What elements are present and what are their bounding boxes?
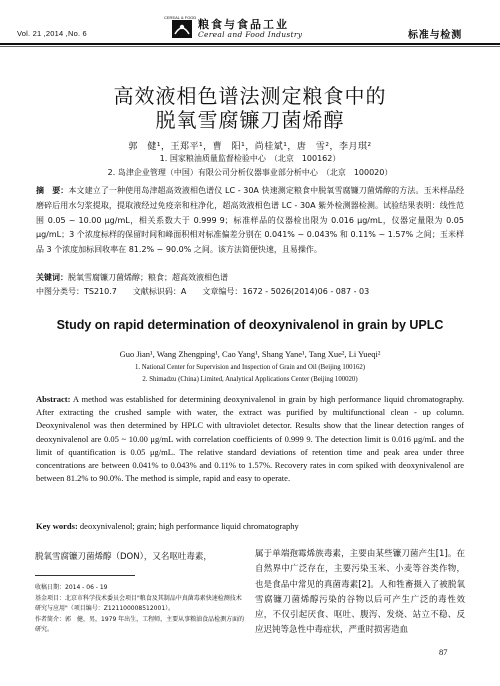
authors-cn: 郭 健¹，王郑平¹，曹 阳¹，尚桂斌¹，唐 雪²，李月琪² — [128, 142, 372, 152]
abstract-cn-label: 摘 要： — [36, 186, 69, 195]
document-code: 文献标识码：A — [132, 287, 187, 296]
journal-title-cn: 粮食与食品工业 — [198, 18, 289, 31]
article-title-line1: 高效液相色谱法测定粮食中的 — [113, 84, 387, 108]
volume-info: Vol. 21 ,2014 ,No. 6 — [17, 29, 87, 38]
journal-title-en: Cereal and Food Industry — [198, 30, 303, 39]
body-left-column: 脱氧雪腐镰刀菌烯醇（DON），又名呕吐毒素， — [35, 552, 212, 562]
journal-logo-icon — [172, 20, 192, 38]
page-number: 87 — [439, 647, 448, 657]
affiliation-cn-1: 1. 国家粮油质量监督检验中心 （北京 100162） — [159, 154, 341, 163]
abstract-en — [36, 393, 464, 485]
abstract-cn-text: 本文建立了一种使用岛津超高效液相色谱仪 LC - 30A 快速测定粮食中脱氧雪腐镰刀菌烯醇的方法。玉米样品经磨碎后用水匀浆提取，提取液经过免疫亲和柱净化，超高效液相色谱 LC - 30A 紫外检测器检测。试验结果表明：线性范围 0.05 ~ 10.00 μg/mL，相关系数大于 0.999 9；标准样品的仪器检出限为 0.016 μg/mL，仪器定量限为 0.05 μg/mL；3 个浓度标样的保留时间和峰面积相对标准偏差分别在 0.041% ~ 0.043% 和 0.11% ~ 1.57% 之间；玉米样品 3 个浓度加标回收率在 81.2% ~ 90.0% 之间。该方法简便快速，且易操作。 — [36, 186, 465, 255]
footnote-funding: 基金项目：北京市科学技术委员会项目"粮食及其制品中真菌毒素快速检测技术研究与应用"（项目编号：Z121100008512001）。 — [35, 594, 242, 612]
keywords-cn-text: 脱氧雪腐镰刀菌烯醇；粮食；超高效液相色谱 — [68, 273, 228, 282]
article-meta — [36, 286, 464, 297]
logo-caption: CEREAL & FOOD — [164, 15, 197, 20]
footnote-rule — [35, 575, 135, 576]
abstract-en-text: A method was established for determining deoxynivalenol in grain by high performance liquid chromatography. After extracting the crushed sample with water, the extract was purified by multifunctional clean - up column. Deoxynivalenol was then determined by HPLC with ultraviolet detector. Results show that the linear detection ranges of deoxynivalenol are 0.05 ~ 10.00 μg/mL with correlation coefficients of 0.999 9. The detection limit is 0.016 μg/mL and the limit of quantification is 0.05 μg/mL. The relative standard deviations of retention time and peak area under three concentrations are between 0.041% to 0.043% and 0.11% to 1.57%. Recovery rates in corn spiked with deoxynivalenol are between 81.2% to 90.0%. The method is simple, rapid and easy to operate. — [36, 394, 465, 484]
keywords-cn — [36, 272, 228, 283]
keywords-en-text: deoxynivalenol; grain; high performance liquid chromatography — [79, 521, 299, 531]
clc-number: 中图分类号：TS210.7 — [36, 287, 117, 296]
keywords-cn-label: 关键词： — [36, 273, 68, 282]
footnote-received: 收稿日期：2014 - 06 - 19 — [35, 584, 108, 591]
affiliation-en-2: 2. Shimadzu (China) Limited, Analytical Applications Center (Beijing 100020) — [142, 376, 358, 383]
affiliation-en-1: 1. National Center for Supervision and Inspection of Grain and Oil (Beijing 100162) — [134, 364, 366, 371]
abstract-cn — [36, 184, 464, 258]
abstract-en-label: Abstract: — [36, 394, 71, 404]
section-label: 标准与检测 — [408, 30, 462, 41]
article-title-en: Study on rapid determination of deoxynivalenol in grain by UPLC — [56, 318, 444, 332]
keywords-en — [36, 521, 299, 531]
header-rule — [0, 43, 500, 45]
article-number: 文章编号：1672 - 5026(2014)06 - 087 - 03 — [202, 287, 370, 296]
header-rule-thin — [0, 46, 500, 47]
affiliation-cn-2: 2. 岛津企业管理（中国）有限公司分析仪器事业部分析中心 （北京 100020） — [107, 168, 393, 177]
footnotes — [35, 583, 247, 636]
footnote-author: 作者简介：郭 健，男，1979 年出生，工程师，主要从事粮油食品检测方面的研究。 — [35, 615, 245, 633]
keywords-en-label: Key words: — [36, 521, 78, 531]
authors-en: Guo Jian¹, Wang Zhengping¹, Cao Yang¹, Shang Yane¹, Tang Xue², Li Yueqi² — [119, 349, 381, 359]
body-right-column: 属于单端孢霉烯族毒素，主要由某些镰刀菌产生[1]。在自然界中广泛存在，主要污染玉米、小麦等谷类作物，也是食品中常见的真菌毒素[2]。人和牲畜摄入了被脱氧雪腐镰刀菌烯醇污染的谷物以后可产生广泛的毒性效应，不仅引起厌食、呕吐、腹泻、发烧、站立不稳、反应迟钝等急性中毒症状，严重时损害造血 — [255, 549, 465, 636]
article-title-line2: 脱氧雪腐镰刀菌烯醇 — [155, 108, 345, 132]
